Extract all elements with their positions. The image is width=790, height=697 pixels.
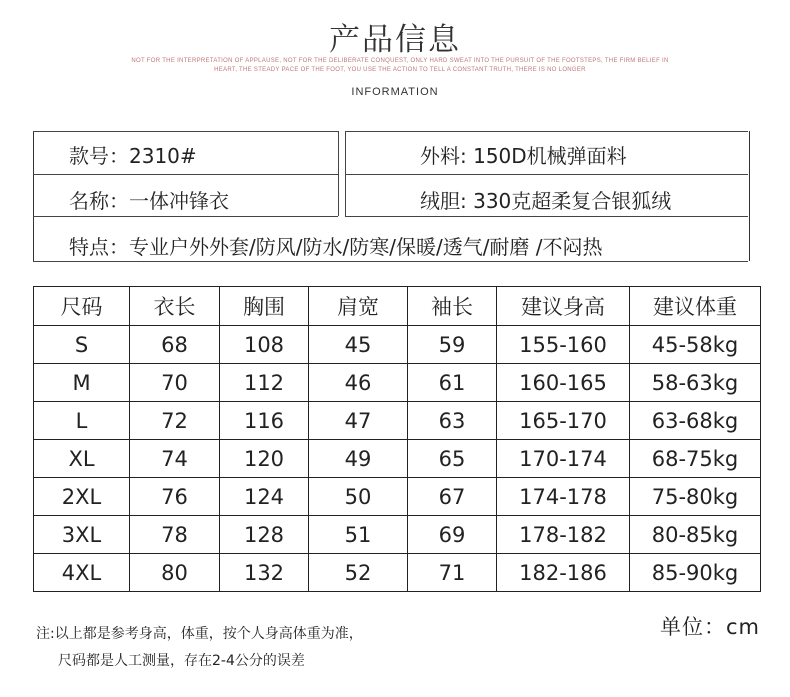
table-cell: 80-85kg bbox=[630, 516, 761, 554]
table-cell: 155-160 bbox=[497, 326, 630, 364]
table-cell: 69 bbox=[408, 516, 497, 554]
table-row bbox=[34, 516, 761, 554]
table-cell: 72 bbox=[130, 402, 220, 440]
product-features: 特点：专业户外外套/防风/防水/防寒/保暖/透气/耐磨 /不闷热 bbox=[69, 235, 603, 259]
table-cell: 68-75kg bbox=[630, 440, 761, 478]
table-cell: 85-90kg bbox=[630, 554, 761, 592]
table-row bbox=[34, 364, 761, 402]
header-length: 衣长 bbox=[130, 287, 220, 326]
table-cell: 174-178 bbox=[497, 478, 630, 516]
table-cell: 178-182 bbox=[497, 516, 630, 554]
note-line-2: 尺码都是人工测量，存在2-4公分的误差 bbox=[58, 653, 305, 669]
info-divider bbox=[345, 131, 748, 132]
header-height: 建议身高 bbox=[497, 287, 630, 326]
table-cell: 51 bbox=[309, 516, 408, 554]
table-cell: 3XL bbox=[34, 516, 130, 554]
table-row bbox=[34, 402, 761, 440]
size-chart-table bbox=[33, 286, 761, 592]
note-line-1: 注:以上都是参考身高，体重，按个人身高体重为准， bbox=[36, 626, 363, 642]
table-cell: L bbox=[34, 402, 130, 440]
decorative-tagline-2: HEART, THE STEADY PACE OF THE FOOT, YOU USE THE ACTION TO TELL A CONSTANT TRUTH, THERE IS NO LONGER bbox=[214, 67, 586, 73]
style-number: 款号：2310# bbox=[69, 144, 197, 168]
info-divider bbox=[33, 131, 338, 132]
table-cell: 108 bbox=[220, 326, 309, 364]
table-cell: 76 bbox=[130, 478, 220, 516]
table-cell: 75-80kg bbox=[630, 478, 761, 516]
info-divider bbox=[33, 174, 338, 175]
table-cell: 45-58kg bbox=[630, 326, 761, 364]
table-cell: 52 bbox=[309, 554, 408, 592]
table-cell: 182-186 bbox=[497, 554, 630, 592]
table-cell: 63 bbox=[408, 402, 497, 440]
table-cell: 160-165 bbox=[497, 364, 630, 402]
table-cell: 128 bbox=[220, 516, 309, 554]
table-cell: 132 bbox=[220, 554, 309, 592]
table-cell: 116 bbox=[220, 402, 309, 440]
table-cell: 112 bbox=[220, 364, 309, 402]
table-cell: 63-68kg bbox=[630, 402, 761, 440]
table-cell: 70 bbox=[130, 364, 220, 402]
info-divider bbox=[345, 216, 748, 217]
table-cell: 65 bbox=[408, 440, 497, 478]
table-cell: 78 bbox=[130, 516, 220, 554]
table-row bbox=[34, 478, 761, 516]
table-cell: 170-174 bbox=[497, 440, 630, 478]
table-cell: 2XL bbox=[34, 478, 130, 516]
table-cell: XL bbox=[34, 440, 130, 478]
info-divider bbox=[33, 261, 748, 262]
table-cell: 68 bbox=[130, 326, 220, 364]
page-title: 产品信息 bbox=[329, 22, 461, 58]
table-cell: 59 bbox=[408, 326, 497, 364]
header-size: 尺码 bbox=[34, 287, 130, 326]
info-divider bbox=[345, 131, 346, 216]
outer-material: 外料: 150D机械弹面料 bbox=[420, 144, 627, 168]
lining-material: 绒胆: 330克超柔复合银狐绒 bbox=[420, 189, 672, 213]
table-cell: 50 bbox=[309, 478, 408, 516]
table-cell: 71 bbox=[408, 554, 497, 592]
header-weight: 建议体重 bbox=[630, 287, 761, 326]
table-cell: 120 bbox=[220, 440, 309, 478]
table-cell: 74 bbox=[130, 440, 220, 478]
table-cell: M bbox=[34, 364, 130, 402]
info-divider bbox=[345, 174, 748, 175]
table-cell: 67 bbox=[408, 478, 497, 516]
table-cell: 58-63kg bbox=[630, 364, 761, 402]
table-cell: 46 bbox=[309, 364, 408, 402]
table-row bbox=[34, 554, 761, 592]
table-row bbox=[34, 440, 761, 478]
unit-label: 单位：cm bbox=[659, 615, 760, 639]
header-shoulder: 肩宽 bbox=[309, 287, 408, 326]
header-sleeve: 袖长 bbox=[408, 287, 497, 326]
table-header-row bbox=[34, 287, 761, 326]
table-cell: 80 bbox=[130, 554, 220, 592]
table-cell: 124 bbox=[220, 478, 309, 516]
table-row bbox=[34, 326, 761, 364]
table-cell: 47 bbox=[309, 402, 408, 440]
table-cell: 45 bbox=[309, 326, 408, 364]
table-cell: 61 bbox=[408, 364, 497, 402]
table-cell: S bbox=[34, 326, 130, 364]
header-chest: 胸围 bbox=[220, 287, 309, 326]
info-divider bbox=[338, 131, 339, 216]
decorative-tagline-1: NOT FOR THE INTERPRETATION OF APPLAUSE, NOT FOR THE DELIBERATE CONQUEST, ONLY HARD SWEAT INTO THE PURSUIT OF THE FOOTSTEPS, THE FIRM BELIEF IN bbox=[131, 58, 669, 64]
section-subtitle: INFORMATION bbox=[351, 86, 439, 98]
table-cell: 165-170 bbox=[497, 402, 630, 440]
table-cell: 4XL bbox=[34, 554, 130, 592]
product-name: 名称：一体冲锋衣 bbox=[69, 189, 229, 213]
info-divider bbox=[33, 216, 338, 217]
table-cell: 49 bbox=[309, 440, 408, 478]
